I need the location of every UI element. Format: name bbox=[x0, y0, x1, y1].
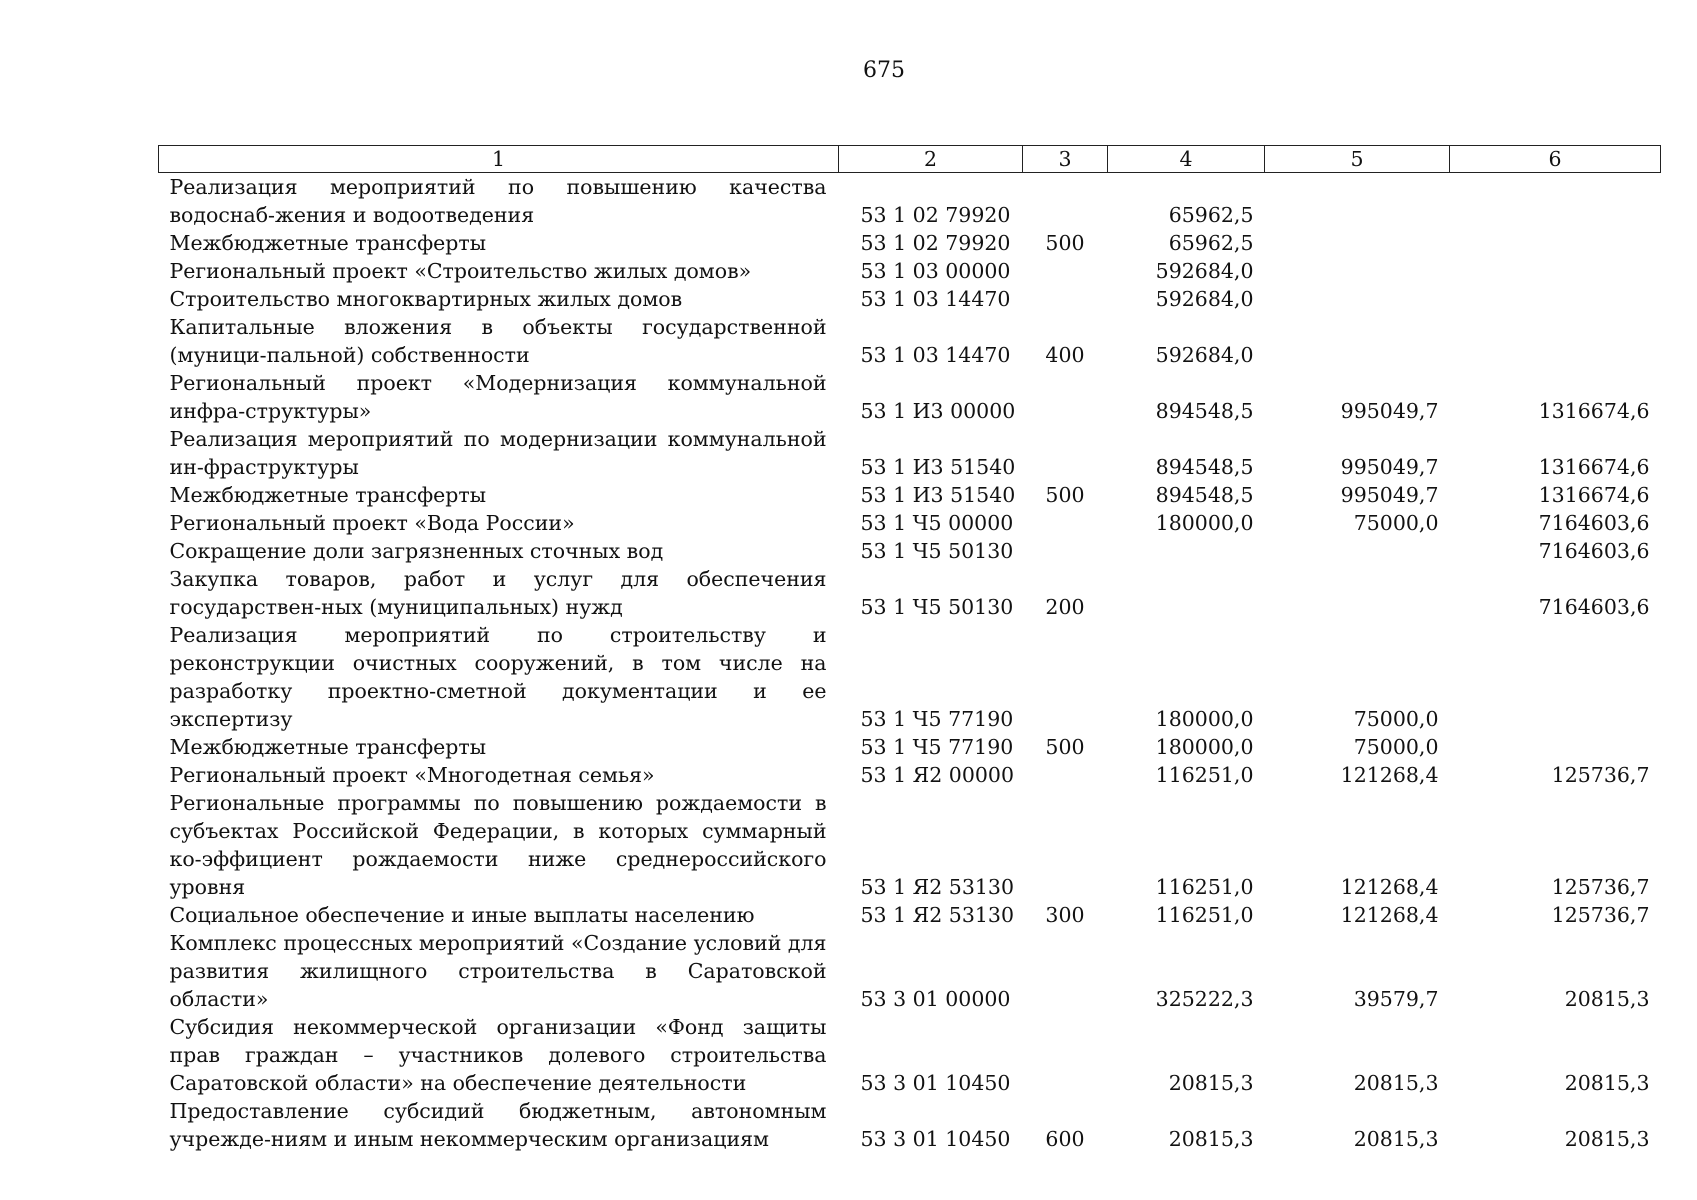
table-row bbox=[159, 481, 1661, 509]
row-code: 53 1 Ч5 50130 bbox=[860, 595, 1014, 619]
row-value-col5 bbox=[1265, 173, 1450, 230]
row-code: 53 1 Я2 00000 bbox=[860, 763, 1014, 787]
row-value-col5 bbox=[1265, 257, 1450, 285]
table-row bbox=[159, 901, 1661, 929]
row-name: Строительство многоквартирных жилых домов bbox=[169, 287, 683, 311]
row-value-col4: 592684,0 bbox=[1155, 287, 1254, 311]
table-row bbox=[159, 565, 1661, 621]
header-col-1: 1 bbox=[159, 146, 839, 173]
row-code: 53 1 02 79920 bbox=[860, 203, 1011, 227]
row-value-col6: 20815,3 bbox=[1564, 1127, 1650, 1151]
row-value-col6: 125736,7 bbox=[1551, 903, 1650, 927]
row-code: 53 1 02 79920 bbox=[860, 231, 1011, 255]
row-value-col6 bbox=[1450, 173, 1661, 230]
row-value-col6 bbox=[1450, 621, 1661, 733]
row-value-col6 bbox=[1450, 229, 1661, 257]
row-value-col5: 75000,0 bbox=[1353, 735, 1439, 759]
row-value-col6: 7164603,6 bbox=[1538, 595, 1650, 619]
table-body bbox=[159, 173, 1661, 1154]
table-row bbox=[159, 733, 1661, 761]
row-value-col6: 125736,7 bbox=[1551, 763, 1650, 787]
row-value-col4: 180000,0 bbox=[1155, 511, 1254, 535]
row-name: Реализация мероприятий по строительству и реконструкции очистных сооружений, в том числе на разработку проектно-сметной документации и ее экспертизу bbox=[169, 623, 827, 731]
row-name: Региональный проект «Вода России» bbox=[169, 511, 575, 535]
row-name: Предоставление субсидий бюджетным, автономным учрежде-ниям и иным некоммерческим организациям bbox=[169, 1099, 827, 1151]
row-expense-type bbox=[1023, 761, 1108, 789]
row-value-col5 bbox=[1265, 285, 1450, 313]
row-value-col5: 995049,7 bbox=[1340, 399, 1439, 423]
row-value-col5: 995049,7 bbox=[1340, 483, 1439, 507]
row-value-col5: 75000,0 bbox=[1353, 511, 1439, 535]
row-code: 53 1 Ч5 77190 bbox=[860, 707, 1014, 731]
row-value-col6 bbox=[1450, 733, 1661, 761]
row-code: 53 3 01 10450 bbox=[860, 1127, 1011, 1151]
row-name: Комплекс процессных мероприятий «Создание условий для развития жилищного строительства в Саратовской области» bbox=[169, 931, 827, 1011]
row-name: Капитальные вложения в объекты государственной (муници-пальной) собственности bbox=[169, 315, 827, 367]
row-value-col6: 20815,3 bbox=[1564, 987, 1650, 1011]
row-value-col4: 325222,3 bbox=[1155, 987, 1254, 1011]
row-value-col4: 894548,5 bbox=[1155, 483, 1254, 507]
row-expense-type: 400 bbox=[1045, 343, 1085, 367]
row-name: Сокращение доли загрязненных сточных вод bbox=[169, 539, 664, 563]
header-col-4: 4 bbox=[1108, 146, 1265, 173]
header-col-6: 6 bbox=[1450, 146, 1661, 173]
row-value-col4: 116251,0 bbox=[1155, 903, 1254, 927]
table-row bbox=[159, 369, 1661, 425]
row-name: Реализация мероприятий по повышению качества водоснаб-жения и водоотведения bbox=[169, 175, 827, 227]
row-value-col4 bbox=[1108, 565, 1265, 621]
row-value-col4: 894548,5 bbox=[1155, 399, 1254, 423]
header-row bbox=[159, 146, 1661, 173]
table-row bbox=[159, 313, 1661, 369]
row-name: Межбюджетные трансферты bbox=[169, 231, 487, 255]
row-value-col6: 7164603,6 bbox=[1538, 511, 1650, 535]
row-code: 53 1 Ч5 00000 bbox=[860, 511, 1014, 535]
row-value-col5: 20815,3 bbox=[1353, 1127, 1439, 1151]
row-value-col4: 592684,0 bbox=[1155, 343, 1254, 367]
row-value-col4: 592684,0 bbox=[1155, 259, 1254, 283]
row-code: 53 1 Я2 53130 bbox=[860, 875, 1014, 899]
row-code: 53 1 Я2 53130 bbox=[860, 903, 1014, 927]
table-header bbox=[159, 146, 1661, 173]
row-name: Реализация мероприятий по модернизации коммунальной ин-фраструктуры bbox=[169, 427, 827, 479]
row-name: Межбюджетные трансферты bbox=[169, 483, 487, 507]
table-row bbox=[159, 621, 1661, 733]
row-code: 53 1 03 00000 bbox=[860, 259, 1011, 283]
row-value-col6: 7164603,6 bbox=[1538, 539, 1650, 563]
row-value-col5: 121268,4 bbox=[1340, 763, 1439, 787]
row-expense-type bbox=[1023, 537, 1108, 565]
row-expense-type bbox=[1023, 285, 1108, 313]
page-number: 675 bbox=[863, 58, 905, 83]
row-value-col4: 116251,0 bbox=[1155, 763, 1254, 787]
row-value-col4: 65962,5 bbox=[1168, 231, 1254, 255]
table-row bbox=[159, 789, 1661, 901]
row-value-col6 bbox=[1450, 313, 1661, 369]
row-expense-type: 600 bbox=[1045, 1127, 1085, 1151]
row-name: Региональный проект «Строительство жилых домов» bbox=[169, 259, 752, 283]
row-value-col5 bbox=[1265, 565, 1450, 621]
row-value-col5 bbox=[1265, 537, 1450, 565]
table-row bbox=[159, 1013, 1661, 1097]
row-value-col6: 1316674,6 bbox=[1538, 399, 1650, 423]
row-expense-type: 500 bbox=[1045, 231, 1085, 255]
row-name: Региональный проект «Многодетная семья» bbox=[169, 763, 655, 787]
row-expense-type: 200 bbox=[1045, 595, 1085, 619]
row-value-col4: 20815,3 bbox=[1168, 1071, 1254, 1095]
row-expense-type: 500 bbox=[1045, 483, 1085, 507]
row-code: 53 1 И3 00000 bbox=[860, 399, 1016, 423]
row-code: 53 1 Ч5 50130 bbox=[860, 539, 1014, 563]
row-value-col4: 20815,3 bbox=[1168, 1127, 1254, 1151]
row-value-col5: 75000,0 bbox=[1353, 707, 1439, 731]
row-value-col4: 180000,0 bbox=[1155, 735, 1254, 759]
table-row bbox=[159, 285, 1661, 313]
row-expense-type: 500 bbox=[1045, 735, 1085, 759]
row-value-col4: 894548,5 bbox=[1155, 455, 1254, 479]
row-expense-type bbox=[1023, 621, 1108, 733]
header-col-5: 5 bbox=[1265, 146, 1450, 173]
row-name: Межбюджетные трансферты bbox=[169, 735, 487, 759]
row-code: 53 1 И3 51540 bbox=[860, 455, 1016, 479]
row-code: 53 3 01 10450 bbox=[860, 1071, 1011, 1095]
row-name: Региональные программы по повышению рождаемости в субъектах Российской Федерации, в которых суммарный ко-эффициент рождаемости ниже среднероссийского уровня bbox=[169, 791, 827, 899]
row-value-col5: 121268,4 bbox=[1340, 875, 1439, 899]
row-name: Закупка товаров, работ и услуг для обеспечения государствен-ных (муниципальных) нужд bbox=[169, 567, 827, 619]
row-expense-type bbox=[1023, 173, 1108, 230]
table-row bbox=[159, 929, 1661, 1013]
row-code: 53 1 03 14470 bbox=[860, 287, 1011, 311]
table-row bbox=[159, 761, 1661, 789]
row-name: Субсидия некоммерческой организации «Фонд защиты прав граждан – участников долевого строительства Саратовской области» на обеспечение деятельности bbox=[169, 1015, 827, 1095]
row-name: Социальное обеспечение и иные выплаты населению bbox=[169, 903, 755, 927]
row-value-col5: 995049,7 bbox=[1340, 455, 1439, 479]
row-expense-type bbox=[1023, 369, 1108, 425]
table-row bbox=[159, 509, 1661, 537]
table-row bbox=[159, 1097, 1661, 1153]
table-row bbox=[159, 425, 1661, 481]
table-row bbox=[159, 229, 1661, 257]
row-value-col4: 65962,5 bbox=[1168, 203, 1254, 227]
row-code: 53 1 И3 51540 bbox=[860, 483, 1016, 507]
row-expense-type: 300 bbox=[1045, 903, 1085, 927]
budget-table bbox=[158, 145, 1661, 1153]
row-value-col5: 20815,3 bbox=[1353, 1071, 1439, 1095]
row-expense-type bbox=[1023, 509, 1108, 537]
header-col-2: 2 bbox=[839, 146, 1023, 173]
row-value-col5: 39579,7 bbox=[1353, 987, 1439, 1011]
row-value-col6: 20815,3 bbox=[1564, 1071, 1650, 1095]
row-expense-type bbox=[1023, 1013, 1108, 1097]
row-value-col4 bbox=[1108, 537, 1265, 565]
row-value-col4: 180000,0 bbox=[1155, 707, 1254, 731]
row-value-col6: 1316674,6 bbox=[1538, 483, 1650, 507]
row-value-col6: 125736,7 bbox=[1551, 875, 1650, 899]
row-name: Региональный проект «Модернизация коммунальной инфра-структуры» bbox=[169, 371, 827, 423]
row-value-col5 bbox=[1265, 229, 1450, 257]
row-code: 53 3 01 00000 bbox=[860, 987, 1011, 1011]
row-value-col6 bbox=[1450, 257, 1661, 285]
row-value-col4: 116251,0 bbox=[1155, 875, 1254, 899]
table-row bbox=[159, 173, 1661, 230]
row-code: 53 1 Ч5 77190 bbox=[860, 735, 1014, 759]
table-row bbox=[159, 257, 1661, 285]
row-value-col5 bbox=[1265, 313, 1450, 369]
table-row bbox=[159, 537, 1661, 565]
header-col-3: 3 bbox=[1023, 146, 1108, 173]
row-expense-type bbox=[1023, 789, 1108, 901]
row-value-col6 bbox=[1450, 285, 1661, 313]
row-expense-type bbox=[1023, 929, 1108, 1013]
row-value-col6: 1316674,6 bbox=[1538, 455, 1650, 479]
row-value-col5: 121268,4 bbox=[1340, 903, 1439, 927]
row-expense-type bbox=[1023, 425, 1108, 481]
row-expense-type bbox=[1023, 257, 1108, 285]
row-code: 53 1 03 14470 bbox=[860, 343, 1011, 367]
